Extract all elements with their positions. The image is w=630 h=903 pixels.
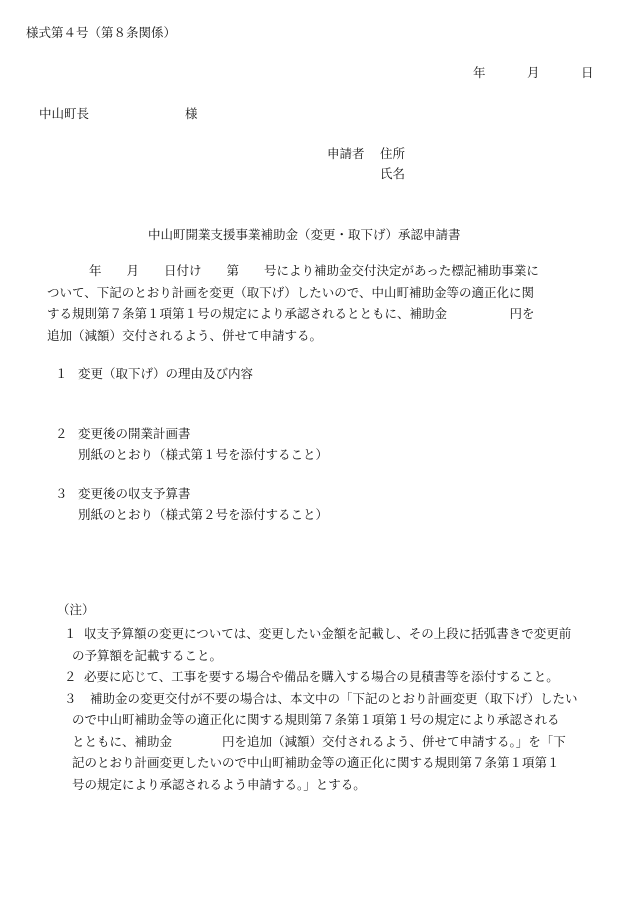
date-day-label: 日	[581, 65, 594, 80]
notes-list	[60, 623, 620, 795]
applicant-label: 申請者	[327, 146, 365, 161]
note-line: 必要に応じて、工事を要する場合や備品を購入する場合の見積書等を添付すること。	[84, 669, 559, 684]
item-title: 変更後の収支予算書	[78, 486, 191, 501]
item-number: １	[55, 366, 68, 381]
body-line: する規則第７条第１項第１号の規定により承認されるとともに、補助金 円を	[47, 306, 535, 321]
note-item	[60, 688, 620, 796]
item-detail: 別紙のとおり（様式第２号を添付すること）	[78, 507, 329, 522]
note-line: とともに、補助金 円を追加（減額）交付されるよう、併せて申請する。」を「下	[72, 733, 566, 749]
note-number: ３	[64, 690, 77, 706]
form-number: 様式第４号（第８条関係）	[26, 25, 177, 40]
note-line: 号の規定により承認されるよう申請する。」とする。	[72, 776, 366, 792]
note-line: ので中山町補助金等の適正化に関する規則第７条第１項第１号の規定により承認される	[72, 712, 560, 727]
note-line: 収支予算額の変更については、変更したい金額を記載し、その上段に括弧書きで変更前	[84, 626, 572, 641]
note-line: 補助金の変更交付が不要の場合は、本文中の「下記のとおり計画変更（取下げ）したい	[90, 690, 578, 706]
note-number: ２	[64, 669, 77, 684]
addressee-name: 中山町長	[39, 106, 90, 121]
note-line: の予算額を記載すること。	[72, 647, 223, 663]
date-year-label: 年	[473, 65, 486, 80]
body-paragraph	[47, 260, 577, 346]
notes-heading: （注）	[57, 602, 95, 617]
body-line: 年 月 日付け 第 号により補助金交付決定があった標記補助事業に	[89, 263, 539, 278]
applicant-name-label: 氏名	[380, 166, 406, 181]
item-number: ２	[55, 426, 68, 441]
item-title: 変更後の開業計画書	[78, 426, 191, 441]
note-item	[60, 666, 620, 688]
note-item	[60, 623, 620, 666]
item-title: 変更（取下げ）の理由及び内容	[78, 366, 254, 381]
item-number: ３	[55, 486, 68, 501]
body-line: 追加（減額）交付されるよう、併せて申請する。	[47, 327, 323, 343]
date-month-label: 月	[527, 65, 540, 80]
applicant-address-label: 住所	[380, 146, 406, 161]
document-title: 中山町開業支援事業補助金（変更・取下げ）承認申請書	[148, 227, 461, 242]
note-line: 記のとおり計画変更したいので中山町補助金等の適正化に関する規則第７条第１項第１	[72, 755, 560, 770]
item-detail: 別紙のとおり（様式第１号を添付すること）	[78, 447, 329, 462]
note-number: １	[64, 626, 77, 641]
addressee-honorific: 様	[185, 106, 198, 121]
body-line: ついて、下記のとおり計画を変更（取下げ）したいので、中山町補助金等の適正化に関	[47, 284, 535, 300]
